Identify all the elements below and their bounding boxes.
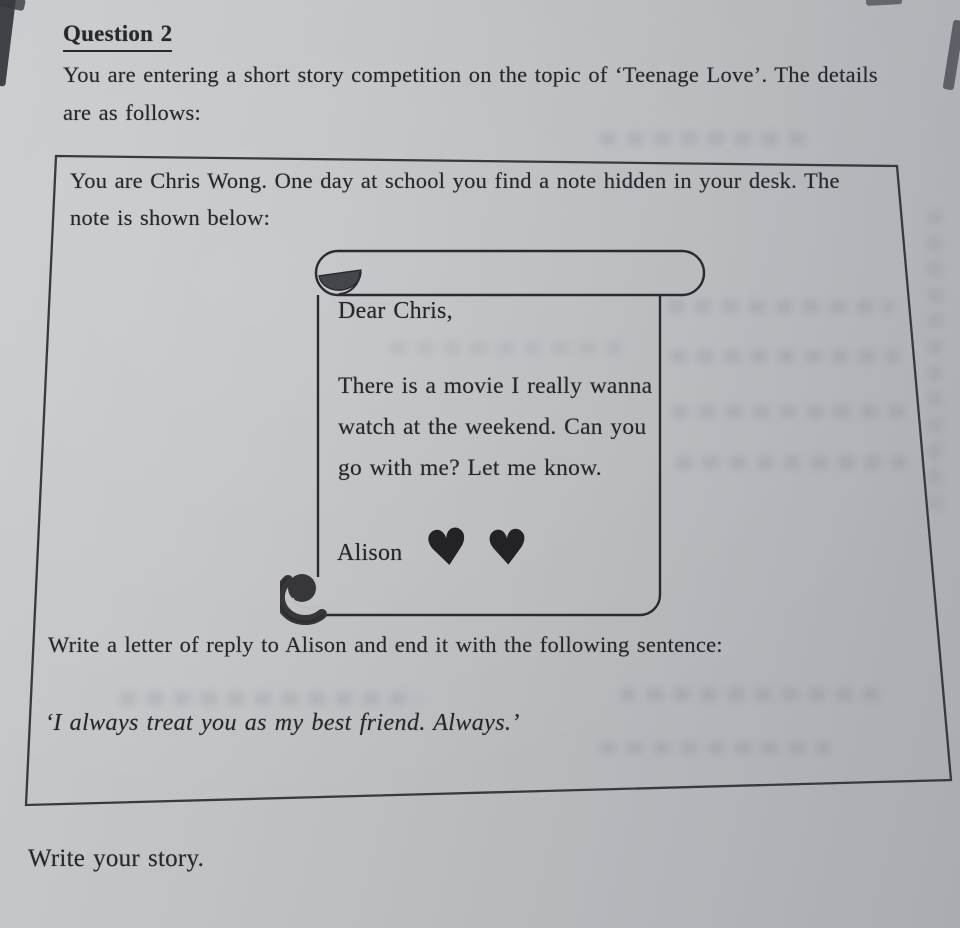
note-body-line: There is a movie I really wanna xyxy=(338,373,653,399)
reply-instruction: Write a letter of reply to Alison and end it with the following sentence: xyxy=(48,632,723,657)
note-salutation: Dear Chris, xyxy=(338,298,453,324)
note-body-line: watch at the weekend. Can you xyxy=(338,414,647,440)
details-box xyxy=(24,150,960,818)
question-title: Question 2 xyxy=(63,21,172,52)
heart-icon: ♥ xyxy=(421,516,473,580)
scenario-paragraph xyxy=(70,162,840,236)
photo-edge-artifact xyxy=(0,0,17,87)
intro-paragraph xyxy=(63,56,878,131)
bleed-through-artifact xyxy=(600,132,810,145)
closing-sentence: ‘I always treat you as my best friend. Always.’ xyxy=(45,710,520,736)
photo-edge-artifact xyxy=(943,20,960,91)
intro-line: You are entering a short story competition on the topic of ‘Teenage Love’. The details xyxy=(63,62,878,87)
scenario-line: You are Chris Wong. One day at school you find a note hidden in your desk. The xyxy=(70,168,840,193)
note-scroll xyxy=(280,244,708,626)
write-story-prompt: Write your story. xyxy=(28,845,205,872)
intro-line: are as follows: xyxy=(63,99,201,125)
scenario-line: note is shown below: xyxy=(70,205,271,230)
heart-icon: ♥ xyxy=(483,518,531,578)
note-body xyxy=(338,366,652,489)
photo-edge-artifact xyxy=(866,0,902,6)
note-signature: Alison xyxy=(337,540,403,566)
note-signature-row xyxy=(337,516,531,580)
note-body-line: go with me? Let me know. xyxy=(338,455,602,481)
